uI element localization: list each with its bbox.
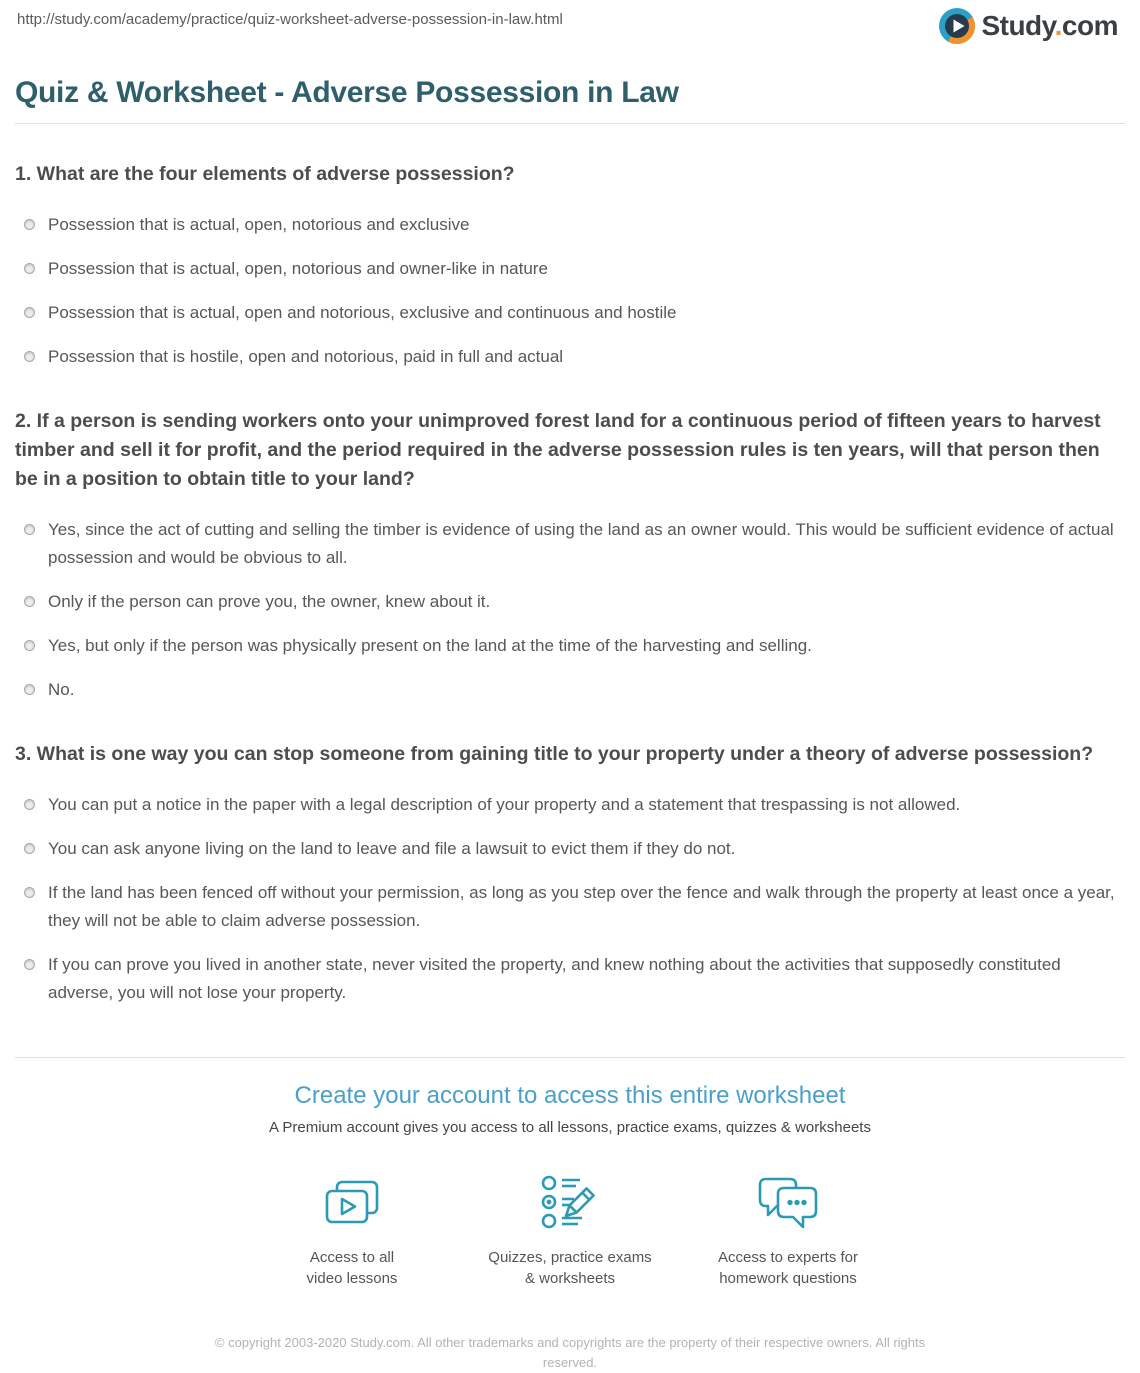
answer-option-label: Only if the person can prove you, the owner, knew about it. <box>48 592 491 611</box>
cta-subtitle: A Premium account gives you access to all lessons, practice exams, quizzes & worksheets <box>269 1119 871 1136</box>
radio-button[interactable] <box>24 596 35 607</box>
answer-option[interactable] <box>24 835 1125 863</box>
feature-label: Access to all video lessons <box>306 1249 398 1287</box>
feature-expert-help <box>684 1172 892 1289</box>
answer-option[interactable] <box>24 588 1125 616</box>
feature-video-lessons <box>248 1172 456 1289</box>
answer-option[interactable] <box>24 211 1125 239</box>
title-divider <box>15 123 1125 124</box>
play-logo-icon <box>939 8 975 44</box>
radio-button[interactable] <box>24 640 35 651</box>
radio-button[interactable] <box>24 219 35 230</box>
logo-wordmark: Study.com <box>981 10 1118 41</box>
answer-option[interactable] <box>24 255 1125 283</box>
copyright-text: © copyright 2003-2020 Study.com. All other trademarks and copyrights are the property of their respective owners. All rights reserved. <box>214 1335 926 1370</box>
question-block <box>15 740 1125 1007</box>
answer-option-label: Possession that is actual, open, notorious and owner-like in nature <box>48 259 548 278</box>
radio-button[interactable] <box>24 524 35 535</box>
answer-option[interactable] <box>24 299 1125 327</box>
cta-section <box>0 1058 1140 1289</box>
answer-option[interactable] <box>24 791 1125 819</box>
page-title: Quiz & Worksheet - Adverse Possession in Law <box>15 76 679 109</box>
radio-button[interactable] <box>24 263 35 274</box>
answer-option-label: Yes, but only if the person was physically present on the land at the time of the harvesting and selling. <box>48 636 812 655</box>
video-lessons-icon <box>248 1172 456 1234</box>
answer-option[interactable] <box>24 516 1125 572</box>
feature-label: Quizzes, practice exams & worksheets <box>488 1249 652 1287</box>
radio-button[interactable] <box>24 684 35 695</box>
answer-option-label: Possession that is hostile, open and notorious, paid in full and actual <box>48 347 564 366</box>
radio-button[interactable] <box>24 887 35 898</box>
feature-label: Access to experts for homework questions <box>717 1249 859 1287</box>
radio-button[interactable] <box>24 959 35 970</box>
radio-button[interactable] <box>24 351 35 362</box>
answer-option-label: Possession that is actual, open and notorious, exclusive and continuous and hostile <box>48 303 677 322</box>
radio-button[interactable] <box>24 307 35 318</box>
answer-option[interactable] <box>24 676 1125 704</box>
answer-option[interactable] <box>24 951 1125 1007</box>
answer-option[interactable] <box>24 632 1125 660</box>
radio-button[interactable] <box>24 843 35 854</box>
answer-option[interactable] <box>24 879 1125 935</box>
answer-option-label: If you can prove you lived in another state, never visited the property, and knew nothing about the activities that supposedly constituted adverse, you will not lose your property. <box>48 955 1061 1002</box>
answer-option-label: If the land has been fenced off without your permission, as long as you step over the fence and walk through the property at least once a year, they will not be able to claim adverse possession. <box>48 883 1115 930</box>
answer-option-label: You can ask anyone living on the land to leave and file a lawsuit to evict them if they do not. <box>48 839 736 858</box>
quiz-questions <box>15 160 1125 1007</box>
answer-option-label: Possession that is actual, open, notorious and exclusive <box>48 215 470 234</box>
quizzes-worksheets-icon <box>466 1172 674 1234</box>
feature-list <box>0 1172 1140 1289</box>
question-block <box>15 160 1125 371</box>
question-prompt: 2. If a person is sending workers onto your unimproved forest land for a continuous period of fifteen years to harvest timber and sell it for profit, and the period required in the adverse possession rules is ten years, will that person then be in a position to obtain title to your land? <box>15 410 1101 490</box>
answer-option-label: You can put a notice in the paper with a legal description of your property and a statement that trespassing is not allowed. <box>48 795 961 814</box>
radio-button[interactable] <box>24 799 35 810</box>
cta-title: Create your account to access this entire worksheet <box>294 1082 846 1109</box>
answer-option-label: Yes, since the act of cutting and selling the timber is evidence of using the land as an owner would. This would be sufficient evidence of actual possession and would be obvious to all. <box>48 520 1114 567</box>
page-footer <box>0 1333 1140 1373</box>
source-url: http://study.com/academy/practice/quiz-worksheet-adverse-possession-in-law.html <box>17 11 563 28</box>
answer-option[interactable] <box>24 343 1125 371</box>
studycom-logo[interactable] <box>939 8 1118 44</box>
answer-options <box>15 516 1125 704</box>
answer-option-label: No. <box>48 680 75 699</box>
experts-chat-icon <box>684 1172 892 1234</box>
feature-quizzes-worksheets <box>466 1172 674 1289</box>
question-prompt: 3. What is one way you can stop someone from gaining title to your property under a theory of adverse possession? <box>15 743 1094 765</box>
answer-options <box>15 791 1125 1007</box>
question-block <box>15 407 1125 704</box>
question-prompt: 1. What are the four elements of adverse possession? <box>15 163 515 185</box>
answer-options <box>15 211 1125 371</box>
page-header <box>0 0 1140 50</box>
